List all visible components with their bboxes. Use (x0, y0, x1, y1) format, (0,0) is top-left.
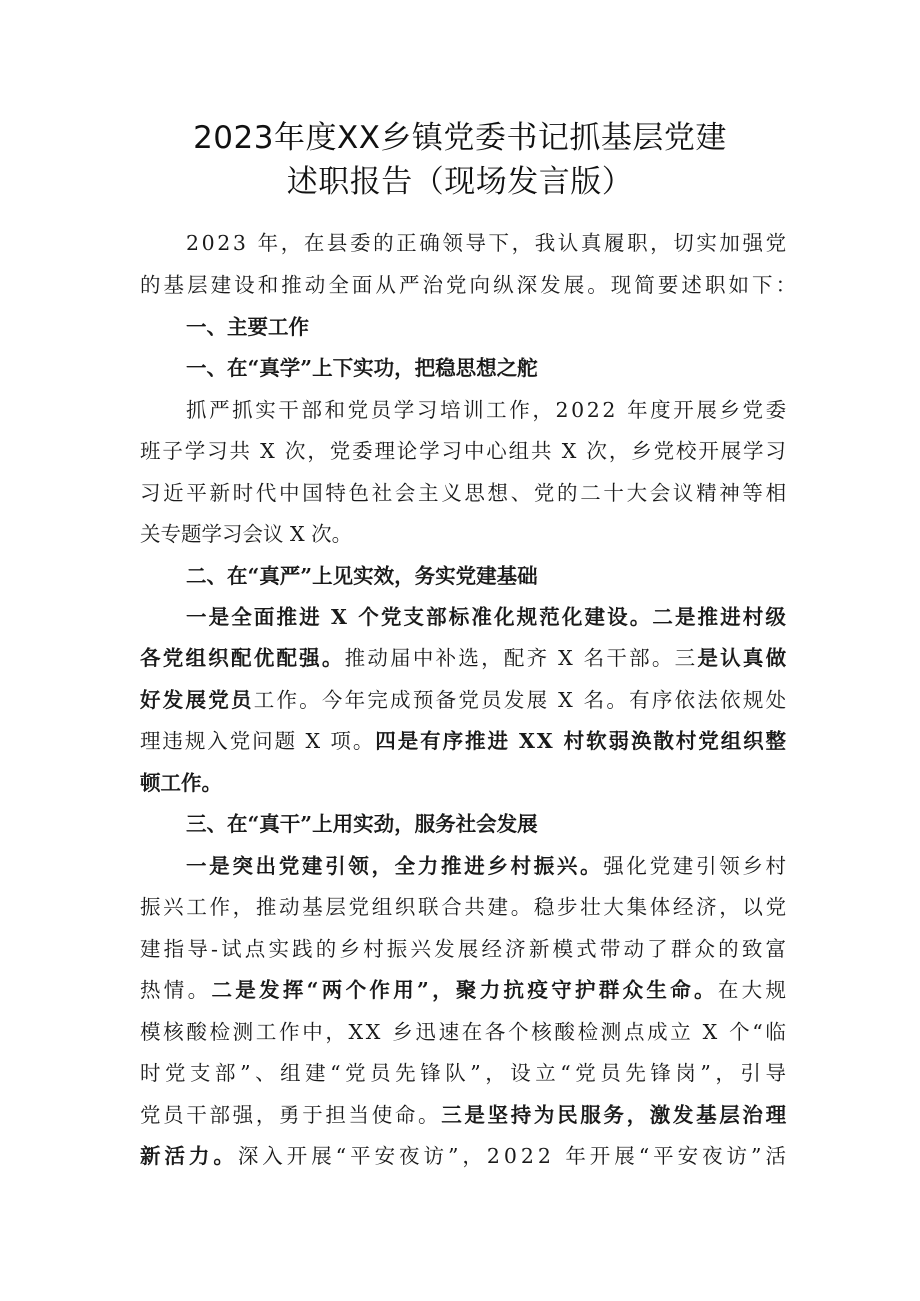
bold-text: 顿工作。 (140, 771, 222, 795)
bold-text: 新活力。 (140, 1144, 238, 1168)
body-text: 抓严抓实干部和党员学习培训工作，2022 年度开展乡党委 (186, 398, 789, 422)
body-line (140, 644, 788, 672)
body-line (140, 1101, 789, 1129)
body-line (140, 1142, 790, 1170)
body-line (186, 852, 789, 880)
body-text: 振兴工作，推动基层党组织联合共建。稳步壮大集体经济，以党 (140, 895, 789, 919)
bold-text: 一、主要工作 (186, 315, 309, 339)
body-line (140, 479, 789, 507)
body-line (140, 437, 788, 465)
body-line (140, 1018, 789, 1046)
bold-text: 是认真做 (697, 646, 789, 670)
bold-text: 一、在“真学”上下实功，把稳思想之舵 (186, 356, 538, 380)
body-line (140, 727, 788, 755)
body-line (186, 229, 789, 257)
bold-text: 二、在“真严”上见实效，务实党建基础 (186, 564, 538, 588)
bold-text: 三、在“真干”上用实劲，服务社会发展 (186, 812, 538, 836)
body-line (140, 520, 352, 548)
bold-text: 一是突出党建引领，全力推进乡村振兴。 (186, 854, 604, 878)
body-line (186, 313, 309, 341)
body-line (186, 354, 538, 382)
body-text: 模核酸检测工作中，XX 乡迅速在各个核酸检测点成立 X 个“临 (140, 1020, 789, 1044)
body-line (140, 686, 788, 714)
body-line (140, 893, 789, 921)
body-text: 党员干部强，勇于担当使命。 (140, 1103, 442, 1127)
body-text: 2023 年，在县委的正确领导下，我认真履职，切实加强党 (186, 231, 789, 255)
body-line (140, 271, 799, 299)
body-line (186, 562, 538, 590)
bold-text: 二是发挥“两个作用”，聚力抗疫守护群众生命。 (211, 978, 718, 1002)
body-text: 强化党建引领乡村 (603, 854, 789, 878)
body-text: 理违规入党问题 X 项。 (140, 729, 376, 753)
body-text: 深入开展“平安夜访”，2022 年开展“平安夜访”活 (237, 1144, 790, 1168)
document-title-line-2: 述职报告（现场发言版） (286, 164, 634, 200)
bold-text: 三是坚持为民服务，激发基层治理 (441, 1103, 789, 1127)
body-line (186, 810, 538, 838)
body-text: 工作。今年完成预备党员发展 X 名。有序依法依规处 (253, 688, 789, 712)
bold-text: 一是全面推进 X 个党支部标准化规范化建设。二是推进村级 (186, 605, 789, 629)
body-line (186, 603, 788, 631)
body-line (140, 769, 222, 797)
body-line (140, 935, 789, 963)
bold-text: 各党组织配优配强。 (140, 646, 345, 670)
body-line (140, 976, 789, 1004)
body-text: 的基层建设和推动全面从严治党向纵深发展。现简要述职如下： (140, 273, 800, 297)
document-title-line-1: 2023年度XX乡镇党委书记抓基层党建 (193, 120, 727, 156)
body-text: 班子学习共 X 次，党委理论学习中心组共 X 次，乡党校开展学习 (140, 439, 788, 463)
body-text: 关专题学习会议 X 次。 (140, 522, 353, 546)
body-text: 时党支部”、组建“党员先锋队”，设立“党员先锋岗”，引导 (140, 1061, 791, 1085)
bold-text: 四是有序推进 XX 村软弱涣散村党组织整 (375, 729, 788, 753)
body-text: 推动届中补选，配齐 X 名干部。三 (344, 646, 698, 670)
body-text: 建指导-试点实践的乡村振兴发展经济新模式带动了群众的致富 (140, 937, 790, 961)
body-line (140, 1059, 790, 1087)
body-text: 习近平新时代中国特色社会主义思想、党的二十大会议精神等相 (140, 481, 789, 505)
body-text: 热情。 (140, 978, 212, 1002)
body-text: 在大规 (717, 978, 790, 1002)
bold-text: 好发展党员 (140, 688, 254, 712)
body-line (186, 396, 789, 424)
